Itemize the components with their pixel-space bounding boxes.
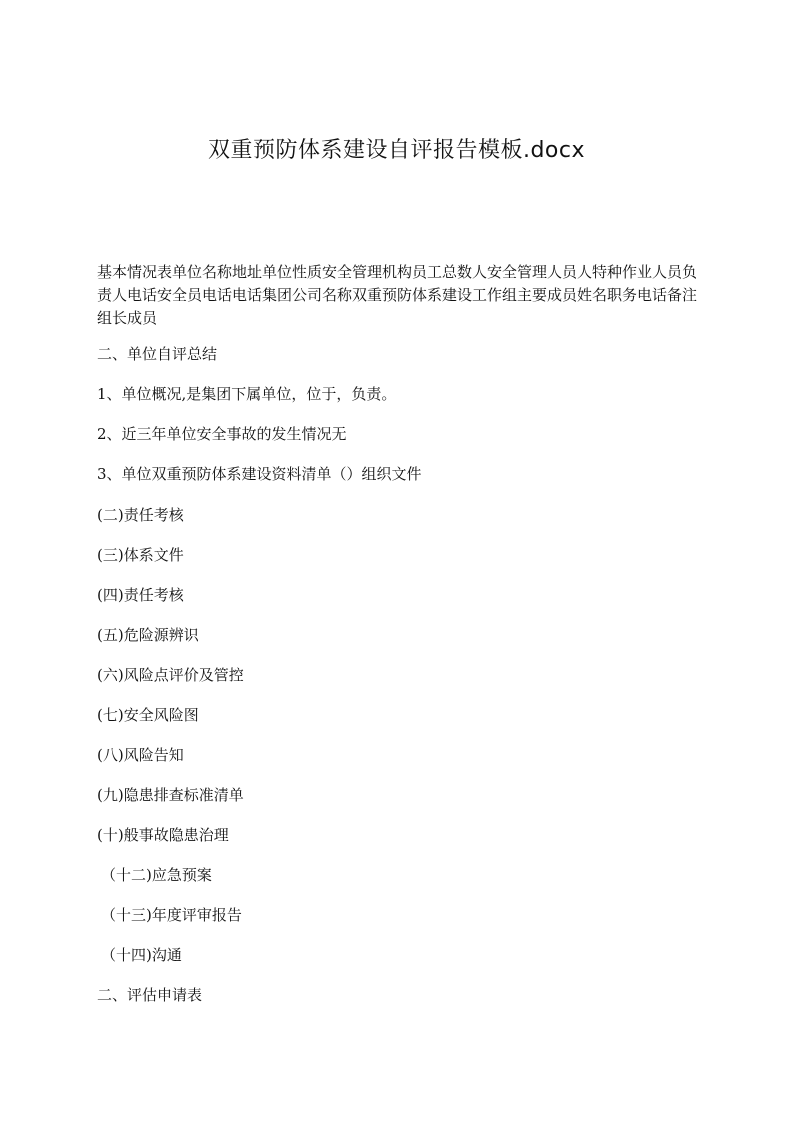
list-item: (九)隐患排查标准清单 (97, 786, 244, 804)
list-item: (七)安全风险图 (97, 706, 199, 724)
list-item: (四)责任考核 (97, 586, 184, 604)
basic-info-paragraph: 基本情况表单位名称地址单位性质安全管理机构员工总数人安全管理人员人特种作业人员负责人电话安全员电话电话集团公司名称双重预防体系建设工作组主要成员姓名职务电话备注组长成员 (97, 263, 698, 327)
list-item: (六)风险点评价及管控 (97, 666, 244, 684)
item-document-list: 3、单位双重预防体系建设资料清单（）组织文件 (97, 465, 422, 483)
item-unit-overview: 1、单位概况,是集团下属单位，位于，负责。 (97, 385, 397, 403)
list-item: (二)责任考核 (97, 506, 184, 524)
document-title: 双重预防体系建设自评报告模板.docx (207, 138, 586, 163)
item-accident-history: 2、近三年单位安全事故的发生情况无 (97, 425, 347, 443)
list-item: (十)般事故隐患治理 (97, 826, 229, 844)
list-item: （十三)年度评审报告 (101, 906, 242, 924)
list-item: （十四)沟通 (101, 946, 182, 964)
section-heading-application-form: 二、评估申请表 (97, 986, 203, 1004)
list-item: (三)体系文件 (97, 546, 184, 564)
section-heading-self-evaluation: 二、单位自评总结 (97, 345, 218, 363)
list-item: (八)风险告知 (97, 746, 184, 764)
list-item: (五)危险源辨识 (97, 626, 199, 644)
list-item: （十二)应急预案 (101, 866, 212, 884)
